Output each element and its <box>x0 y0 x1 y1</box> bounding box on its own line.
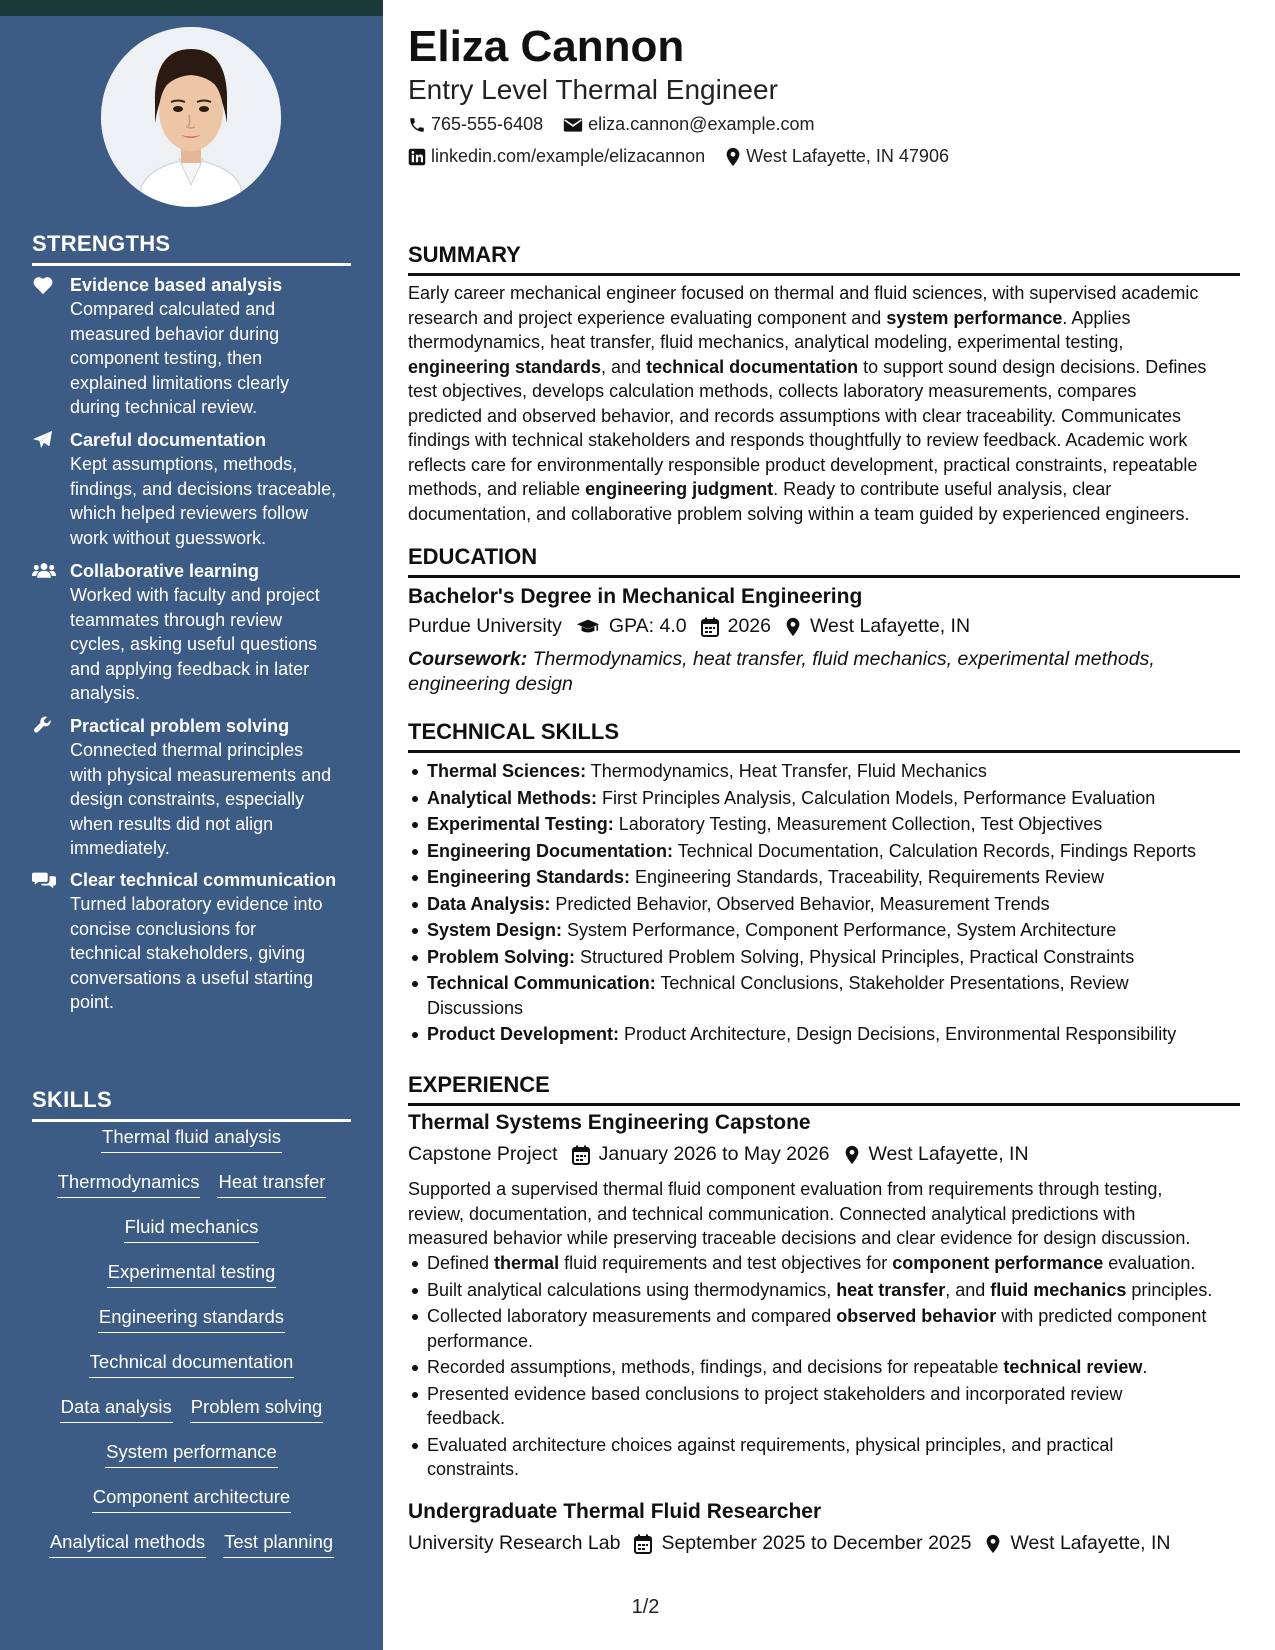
job-location <box>985 1532 1170 1555</box>
skills-row <box>32 1260 351 1305</box>
technical-skill-item <box>427 918 1259 943</box>
strength-line: when results did not align <box>70 813 274 834</box>
text-segment: Presented evidence based conclusions to project stakeholders and incorporated review <box>427 1383 1123 1404</box>
users-icon <box>32 561 56 581</box>
portrait-illustration <box>101 27 281 207</box>
school-location-text: West Lafayette, IN <box>809 615 971 637</box>
school-location-item <box>785 615 970 638</box>
job-dates-text: September 2025 to December 2025 <box>661 1532 972 1554</box>
strength-line: findings, and decisions traceable, <box>70 478 337 499</box>
phone-text: 765-555-6408 <box>431 114 544 134</box>
summary-line <box>408 306 1240 331</box>
job-location <box>844 1143 1029 1166</box>
skill-values: Technical Documentation, Calculation Records, Findings Reports <box>673 840 1196 861</box>
strength-line: conversations a useful starting <box>70 967 314 988</box>
skill-category: Data Analysis: <box>427 893 551 914</box>
text-segment: reflects care for environmentally responsible product development, practical constraints, repeatable <box>408 454 1198 475</box>
job-dates <box>634 1532 971 1555</box>
strength-title: Practical problem solving <box>70 716 290 736</box>
bold-keyword: technical review <box>1003 1357 1143 1377</box>
text-segment: with predicted component <box>996 1306 1207 1326</box>
chat-bubbles-icon <box>32 870 56 890</box>
job-bullets <box>408 1251 1259 1484</box>
phone-item[interactable] <box>408 114 543 135</box>
technical-skill-item <box>427 865 1259 890</box>
skill-values: Engineering Standards, Traceability, Requirements Review <box>630 867 1104 887</box>
coursework-line-1: Thermodynamics, heat transfer, fluid mechanics, experimental methods, <box>527 648 1155 670</box>
experience-heading: EXPERIENCE <box>408 1072 1240 1106</box>
text-segment: predicted and observed behavior, and records assumptions with clear traceability. Communicates <box>408 405 1182 426</box>
coursework <box>408 647 1240 696</box>
job-org-text: Capstone Project <box>408 1143 558 1165</box>
education-heading: EDUCATION <box>408 544 1240 578</box>
strength-line: which helped reviewers follow <box>70 503 309 523</box>
technical-skill-item <box>427 1022 1259 1047</box>
strength-line: measured behavior during <box>70 323 280 344</box>
text-segment: thermodynamics, heat transfer, fluid mechanics, analytical modeling, experimental testing, <box>408 332 1124 352</box>
strength-description <box>70 452 362 550</box>
job-summary-line: Supported a supervised thermal fluid component evaluation from requirements through testing, <box>408 1179 1163 1199</box>
candidate-name: Eliza Cannon <box>408 22 685 71</box>
school-name <box>408 615 562 638</box>
summary-line <box>408 453 1240 478</box>
technical-skill-item <box>427 812 1259 837</box>
summary-line <box>408 330 1240 355</box>
skill-category: Technical Communication: <box>427 973 656 993</box>
skill-tag: Heat transfer <box>217 1170 326 1198</box>
strength-title: Careful documentation <box>70 430 267 450</box>
envelope-icon <box>563 117 583 133</box>
skill-tag: Data analysis <box>60 1395 173 1423</box>
skills-row <box>32 1305 351 1350</box>
job-location-text: West Lafayette, IN <box>868 1143 1029 1165</box>
strength-line: teammates through review <box>70 609 283 630</box>
skill-values: Structured Problem Solving, Physical Principles, Practical Constraints <box>575 946 1135 967</box>
linkedin-icon <box>408 148 426 166</box>
job-org-text: University Research Lab <box>408 1532 621 1554</box>
skill-tag: Problem solving <box>190 1395 324 1423</box>
bold-keyword: engineering standards <box>408 356 602 377</box>
text-segment: to support sound design decisions. Defines <box>858 356 1207 377</box>
text-segment: constraints. <box>427 1459 520 1479</box>
skill-tag: Thermodynamics <box>57 1170 201 1198</box>
skill-values: Thermodynamics, Heat Transfer, Fluid Mechanics <box>586 761 987 781</box>
bold-keyword: component performance <box>892 1253 1104 1273</box>
strength-line: point. <box>70 992 115 1012</box>
text-segment: fluid requirements and test objectives for <box>559 1253 893 1273</box>
skill-tag: Test planning <box>223 1530 334 1558</box>
summary-line <box>408 428 1240 453</box>
skill-values: Predicted Behavior, Observed Behavior, Measurement Trends <box>550 893 1050 914</box>
skill-values: First Principles Analysis, Calculation Models, Performance Evaluation <box>597 787 1156 808</box>
calendar-icon <box>572 1145 590 1165</box>
text-segment: Recorded assumptions, methods, findings, and decisions for repeatable <box>427 1357 1004 1377</box>
linkedin-text: linkedin.com/example/elizacannon <box>431 146 706 166</box>
strength-line: design constraints, especially <box>70 789 305 809</box>
summary-line <box>408 404 1240 429</box>
school-text: Purdue University <box>408 615 562 637</box>
strength-line: concise conclusions for <box>70 918 257 939</box>
text-segment: principles. <box>1126 1279 1213 1300</box>
coursework-label: Coursework: <box>408 648 528 670</box>
job-bullet <box>427 1304 1259 1353</box>
bold-keyword: system performance <box>886 307 1063 328</box>
text-segment: evaluation. <box>1103 1253 1196 1273</box>
skill-values: Discussions <box>427 997 524 1018</box>
skills-row <box>32 1350 351 1395</box>
text-segment: Defined <box>427 1253 495 1273</box>
technical-skill-item <box>427 971 1259 1020</box>
candidate-title: Entry Level Thermal Engineer <box>408 74 778 105</box>
strength-description <box>70 738 362 861</box>
skill-category: Problem Solving: <box>427 946 576 967</box>
skill-tag: Component architecture <box>92 1485 291 1513</box>
strength-item <box>32 428 362 550</box>
strength-item <box>32 559 362 706</box>
text-segment: Early career mechanical engineer focused on thermal and fluid sciences, with supervised academic <box>408 283 1199 303</box>
technical-skill-item <box>427 786 1259 811</box>
job-bullet <box>427 1382 1259 1431</box>
strength-item <box>32 273 362 420</box>
strength-line: Turned laboratory evidence into <box>70 894 323 914</box>
bold-keyword: observed behavior <box>836 1306 997 1326</box>
strength-title: Collaborative learning <box>70 561 260 581</box>
job-bullet <box>427 1278 1259 1303</box>
technical-skill-item <box>427 892 1259 917</box>
text-segment: performance. <box>427 1330 534 1351</box>
job-dates-text: January 2026 to May 2026 <box>598 1143 830 1165</box>
skill-tag: System performance <box>105 1440 278 1468</box>
location-text: West Lafayette, IN 47906 <box>746 146 949 166</box>
heart-icon <box>32 275 56 295</box>
grad-year-text: 2026 <box>727 615 771 637</box>
map-pin-icon <box>985 1534 1001 1554</box>
job-title: Undergraduate Thermal Fluid Researcher <box>408 1500 822 1523</box>
map-pin-icon <box>785 617 801 637</box>
text-segment: methods, and reliable <box>408 479 586 499</box>
text-segment: . <box>1142 1357 1148 1377</box>
skills-list <box>32 1125 351 1575</box>
bold-keyword: fluid mechanics <box>990 1279 1127 1300</box>
skill-category: Analytical Methods: <box>427 787 598 808</box>
text-segment: feedback. <box>427 1408 506 1428</box>
map-pin-icon <box>844 1145 860 1165</box>
skill-category: Product Development: <box>427 1024 620 1044</box>
job-summary-line: review, documentation, and technical communication. Connected analytical predictions with <box>408 1203 1136 1224</box>
job-summary <box>408 1177 1240 1251</box>
skill-values: Laboratory Testing, Measurement Collection, Test Objectives <box>613 814 1103 834</box>
summary-text <box>408 281 1240 526</box>
strength-line: cycles, asking useful questions <box>70 634 318 654</box>
job-title: Thermal Systems Engineering Capstone <box>408 1111 811 1134</box>
bold-keyword: heat transfer <box>836 1279 946 1300</box>
skills-row <box>32 1215 351 1260</box>
skill-values: Product Architecture, Design Decisions, Environmental Responsibility <box>619 1024 1177 1044</box>
summary-line <box>408 477 1240 502</box>
text-segment: documentation, and collaborative problem solving within a team guided by experienced engineers. <box>408 503 1190 524</box>
summary-line <box>408 281 1240 306</box>
text-segment: . Ready to contribute useful analysis, clear <box>773 479 1112 499</box>
graduation-cap-icon <box>576 618 600 636</box>
text-segment: test objectives, develops calculation methods, collects laboratory measurements, compares <box>408 381 1137 401</box>
strength-line: explained limitations clearly <box>70 372 290 393</box>
summary-line <box>408 502 1240 527</box>
job-org <box>408 1532 620 1555</box>
summary-line <box>408 379 1240 404</box>
text-segment: Collected laboratory measurements and compared <box>427 1306 837 1326</box>
technical-skills-heading: TECHNICAL SKILLS <box>408 719 1240 753</box>
strength-line: Worked with faculty and project <box>70 585 320 605</box>
text-segment: research and project experience evaluating component and <box>408 307 887 328</box>
skill-category: Engineering Standards: <box>427 867 631 887</box>
bold-keyword: engineering judgment <box>585 479 774 499</box>
calendar-icon <box>634 1534 652 1554</box>
skill-tag: Analytical methods <box>49 1530 206 1558</box>
technical-skill-item <box>427 759 1259 784</box>
summary-line <box>408 355 1240 380</box>
strength-description <box>70 892 362 1015</box>
education-meta <box>408 615 984 638</box>
skills-heading: SKILLS <box>32 1087 351 1122</box>
job-bullet <box>427 1355 1259 1380</box>
job-bullet <box>427 1433 1259 1482</box>
grad-year-item <box>701 615 771 638</box>
skill-tag: Thermal fluid analysis <box>101 1125 282 1153</box>
skills-row <box>32 1395 351 1440</box>
job-org <box>408 1143 558 1166</box>
skills-row <box>32 1125 351 1170</box>
sidebar-top-bar <box>0 0 383 16</box>
technical-skills-list <box>408 759 1259 1049</box>
contact-row-1 <box>408 114 835 135</box>
technical-skill-item <box>427 945 1259 970</box>
location-item <box>725 146 949 167</box>
paper-plane-icon <box>32 430 56 450</box>
skill-category: Engineering Documentation: <box>427 840 674 861</box>
wrench-icon <box>32 716 56 736</box>
skills-row <box>32 1170 351 1215</box>
skill-category: Thermal Sciences: <box>427 761 587 781</box>
strength-description <box>70 297 362 420</box>
skill-category: System Design: <box>427 920 563 940</box>
strength-line: and applying feedback in later <box>70 658 310 679</box>
skill-category: Experimental Testing: <box>427 814 614 834</box>
job-location-text: West Lafayette, IN <box>1010 1532 1171 1554</box>
text-segment: , and <box>601 356 647 377</box>
job-meta <box>408 1143 1043 1166</box>
profile-photo <box>101 27 281 207</box>
phone-icon <box>408 116 426 134</box>
bold-keyword: technical documentation <box>646 356 859 377</box>
strength-title: Evidence based analysis <box>70 275 283 295</box>
strength-item <box>32 714 362 861</box>
job-bullet <box>427 1251 1259 1276</box>
strength-line: work without guesswork. <box>70 527 267 548</box>
skill-tag: Experimental testing <box>107 1260 277 1288</box>
strength-line: analysis. <box>70 683 141 703</box>
summary-heading: SUMMARY <box>408 242 1240 276</box>
contact-row-2 <box>408 146 969 167</box>
gpa-item <box>576 615 687 638</box>
text-segment: Evaluated architecture choices against requirements, physical principles, and practical <box>427 1434 1114 1455</box>
skill-tag: Fluid mechanics <box>124 1215 260 1243</box>
linkedin-item[interactable] <box>408 146 705 167</box>
text-segment: , and <box>945 1279 991 1300</box>
map-pin-icon <box>725 147 741 167</box>
text-segment: Built analytical calculations using thermodynamics, <box>427 1279 837 1300</box>
job-meta <box>408 1532 1185 1555</box>
job-summary-line: measured behavior while preserving traceable decisions and clear evidence for design discussion. <box>408 1228 1191 1248</box>
strength-line: technical stakeholders, giving <box>70 943 306 963</box>
email-text: eliza.cannon@example.com <box>588 114 815 134</box>
strength-line: immediately. <box>70 838 170 858</box>
strengths-heading: STRENGTHS <box>32 231 351 266</box>
technical-skill-item <box>427 839 1259 864</box>
strength-title: Clear technical communication <box>70 870 337 890</box>
email-item[interactable] <box>563 114 814 135</box>
strength-description <box>70 583 362 706</box>
degree-title: Bachelor's Degree in Mechanical Engineering <box>408 585 863 608</box>
skill-tag: Engineering standards <box>98 1305 285 1333</box>
gpa-text: GPA: 4.0 <box>608 615 687 637</box>
skills-row <box>32 1440 351 1485</box>
strength-item <box>32 868 362 1015</box>
skills-row <box>32 1485 351 1530</box>
text-segment: . Applies <box>1062 307 1131 328</box>
bold-keyword: thermal <box>494 1253 560 1273</box>
skills-row <box>32 1530 351 1575</box>
text-segment: findings with technical stakeholders and responds thoughtfully to review feedback. Academic work <box>408 430 1188 450</box>
strength-line: with physical measurements and <box>70 764 332 785</box>
strength-line: Connected thermal principles <box>70 740 304 760</box>
strength-line: during technical review. <box>70 397 258 417</box>
skill-tag: Technical documentation <box>89 1350 295 1378</box>
skill-values: System Performance, Component Performance, System Architecture <box>562 920 1117 940</box>
strength-line: Compared calculated and <box>70 299 276 319</box>
coursework-line-2: engineering design <box>408 672 573 695</box>
job-dates <box>572 1143 830 1166</box>
skill-values: Technical Conclusions, Stakeholder Presentations, Review <box>655 973 1129 993</box>
strength-line: component testing, then <box>70 348 263 368</box>
page-number: 1/2 <box>631 1596 660 1618</box>
calendar-icon <box>701 617 719 637</box>
strength-line: Kept assumptions, methods, <box>70 454 298 474</box>
sidebar <box>0 0 383 1650</box>
